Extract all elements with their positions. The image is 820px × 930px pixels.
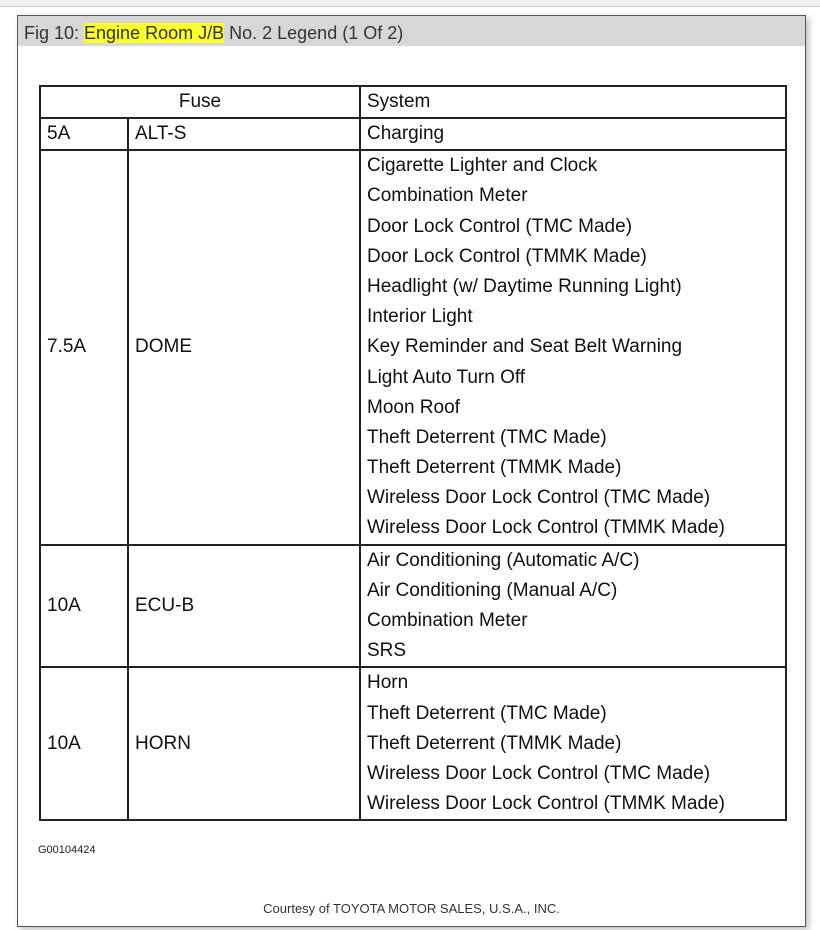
system-item: Cigarette Lighter and Clock	[367, 155, 598, 177]
system-list	[360, 545, 786, 668]
system-item: Wireless Door Lock Control (TMMK Made)	[367, 517, 725, 539]
system-item: Key Reminder and Seat Belt Warning	[367, 336, 683, 358]
system-item: Wireless Door Lock Control (TMMK Made)	[367, 793, 725, 815]
caption-highlight: Engine Room J/B	[84, 23, 225, 43]
top-border	[0, 0, 820, 7]
table-row	[40, 545, 786, 668]
system-item: Wireless Door Lock Control (TMC Made)	[367, 762, 711, 784]
table-row	[40, 118, 786, 150]
courtesy-credit: Courtesy of TOYOTA MOTOR SALES, U.S.A., INC.	[263, 901, 560, 916]
fuse-name: ALT-S	[128, 118, 360, 150]
system-item: Air Conditioning (Manual A/C)	[367, 579, 618, 601]
system-item: Wireless Door Lock Control (TMC Made)	[367, 487, 711, 509]
table-row	[40, 150, 786, 544]
figure-caption	[18, 16, 805, 46]
system-list	[360, 667, 786, 820]
system-item: Combination Meter	[367, 610, 528, 631]
fuse-name: ECU-B	[128, 545, 360, 668]
system-item: Door Lock Control (TMMK Made)	[367, 245, 647, 267]
table-header-row	[40, 86, 786, 118]
caption-suffix: No. 2 Legend (1 Of 2)	[224, 23, 404, 43]
system-item: Theft Deterrent (TMC Made)	[367, 426, 607, 448]
fuse-amperage: 10A	[40, 667, 128, 820]
system-item: Door Lock Control (TMC Made)	[367, 215, 633, 237]
system-item: Light Auto Turn Off	[367, 366, 526, 388]
system-item: Combination Meter	[367, 185, 528, 207]
system-list	[360, 118, 786, 150]
caption-prefix: Fig 10:	[24, 23, 85, 43]
system-item: Horn	[367, 672, 409, 694]
system-list	[360, 150, 786, 544]
system-item: Interior Light	[367, 306, 473, 328]
fuse-amperage: 7.5A	[40, 150, 128, 544]
system-item: Theft Deterrent (TMMK Made)	[367, 457, 622, 479]
fuse-name: DOME	[128, 150, 360, 544]
system-item: Air Conditioning (Automatic A/C)	[367, 549, 640, 571]
fuse-amperage: 10A	[40, 545, 128, 668]
figure-id: G00104424	[38, 844, 96, 856]
system-item: Moon Roof	[367, 396, 460, 418]
fuse-legend-table	[39, 85, 787, 821]
table-row	[40, 667, 786, 820]
system-item: Charging	[367, 123, 445, 144]
figure-frame	[17, 15, 806, 927]
fuse-amperage: 5A	[40, 118, 128, 150]
system-item: Theft Deterrent (TMC Made)	[367, 702, 607, 724]
header-system: System	[360, 86, 786, 118]
system-item: SRS	[367, 640, 407, 662]
system-item: Headlight (w/ Daytime Running Light)	[367, 275, 682, 297]
fuse-name: HORN	[128, 667, 360, 820]
system-item: Theft Deterrent (TMMK Made)	[367, 732, 622, 754]
header-fuse: Fuse	[40, 86, 360, 118]
